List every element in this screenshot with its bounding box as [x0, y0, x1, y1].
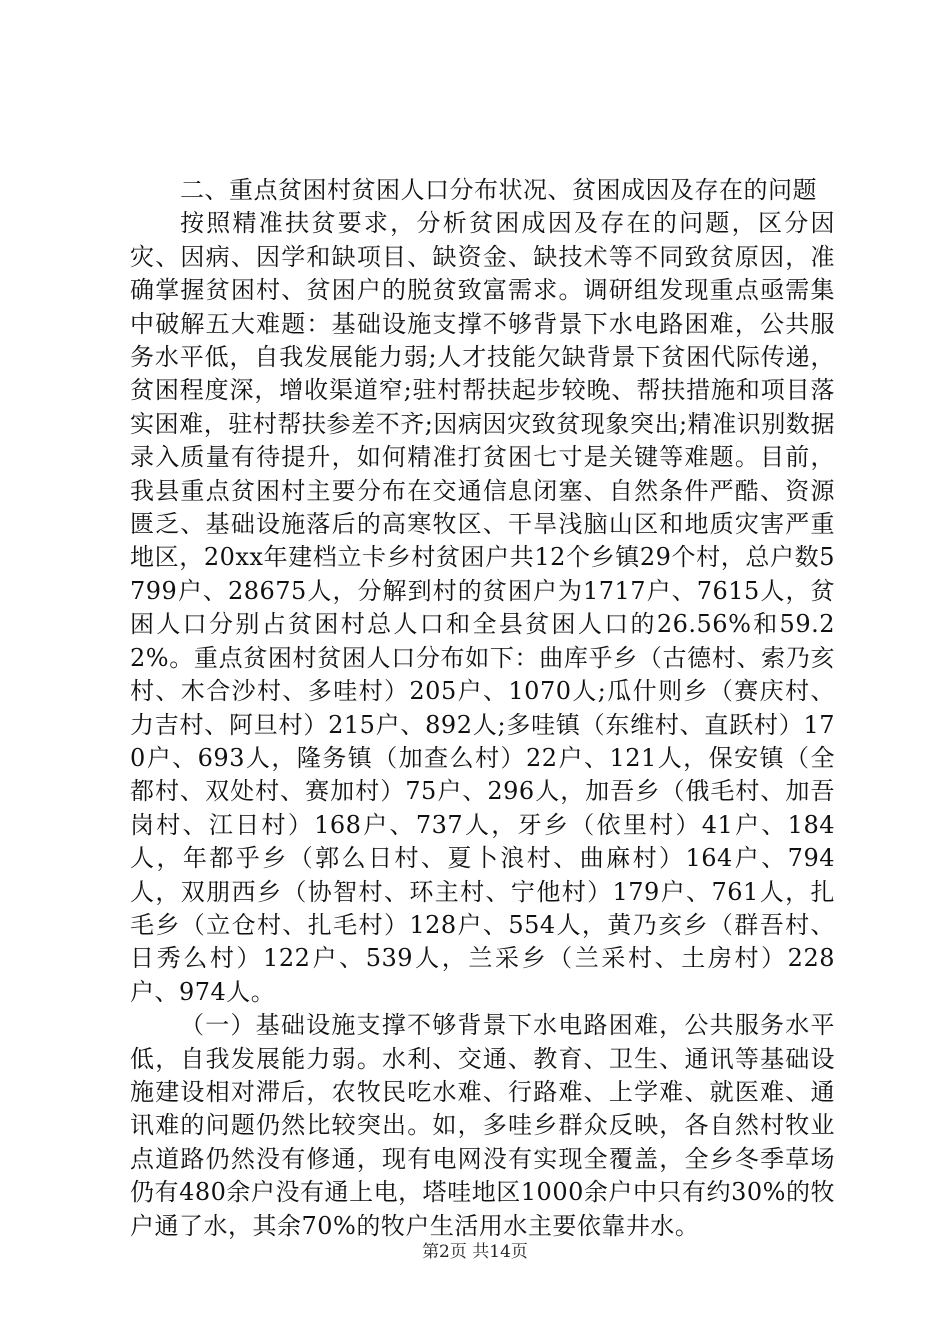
section-heading-paragraph: 二、重点贫困村贫困人口分布状况、贫困成因及存在的问题 — [180, 176, 817, 204]
body-paragraph-poverty-analysis: 按照精准扶贫要求，分析贫困成因及存在的问题，区分因灾、因病、因学和缺项目、缺资金、缺技术等不同致贫原因，准确掌握贫困村、贫困户的脱贫致富需求。调研组发现重点亟需集中破解五大难题：基础设施支撑不够背景下水电路困难，公共服务水平低，自我发展能力弱;人才技能欠缺背景下贫困代际传递，贫困程度深，增收渠道窄;驻村帮扶起步较晚、帮扶措施和项目落实困难，驻村帮扶参差不齐;因病因灾致贫现象突出;精准识别数据录入质量有待提升，如何精准打贫困七寸是关键等难题。目前，我县重点贫困村主要分布在交通信息闭塞、自然条件严酷、资源匮乏、基础设施落后的高寒牧区、干旱浅脑山区和地质灾害严重地区，20xx年建档立卡乡村贫困户共12个乡镇29个村，总户数5799户、28675人，分解到村的贫困户为1717户、7615人，贫困人口分别占贫困村总人口和全县贫困人口的26.56%和59.22%。重点贫困村贫困人口分布如下：曲库乎乡（古德村、索乃亥村、木合沙村、多哇村）205户、1070人;瓜什则乡（赛庆村、力吉村、阿旦村）215户、892人;多哇镇（东维村、直跃村）170户、693人，隆务镇（加查么村）22户、121人，保安镇（全都村、双处村、赛加村）75户、296人，加吾乡（俄毛村、加吾岗村、江日村）168户、737人，牙乡（依里村）41户、184人，年都乎乡（郭么日村、夏卜浪村、曲麻村）164户、794人，双朋西乡（协智村、环主村、宁他村）179户、761人，扎毛乡（立仓村、扎毛村）128户、554人，黄乃亥乡（群吾村、日秀么村）122户、539人，兰采乡（兰采村、土房村）228户、974人。 — [130, 209, 835, 1006]
document-body — [130, 174, 835, 1243]
page-number-footer: 第2页 共14页 — [422, 1242, 528, 1262]
body-paragraph-infrastructure: （一）基础设施支撑不够背景下水电路困难，公共服务水平低，自我发展能力弱。水利、交通、教育、卫生、通讯等基础设施建设相对滞后，农牧民吃水难、行路难、上学难、就医难、通讯难的问题仍然比较突出。如，多哇乡群众反映，各自然村牧业点道路仍然没有修通，现有电网没有实现全覆盖，全乡冬季草场仍有480余户没有通上电，塔哇地区1000余户中只有约30%的牧户通了水，其余70%的牧户生活用水主要依靠井水。 — [130, 1011, 835, 1240]
